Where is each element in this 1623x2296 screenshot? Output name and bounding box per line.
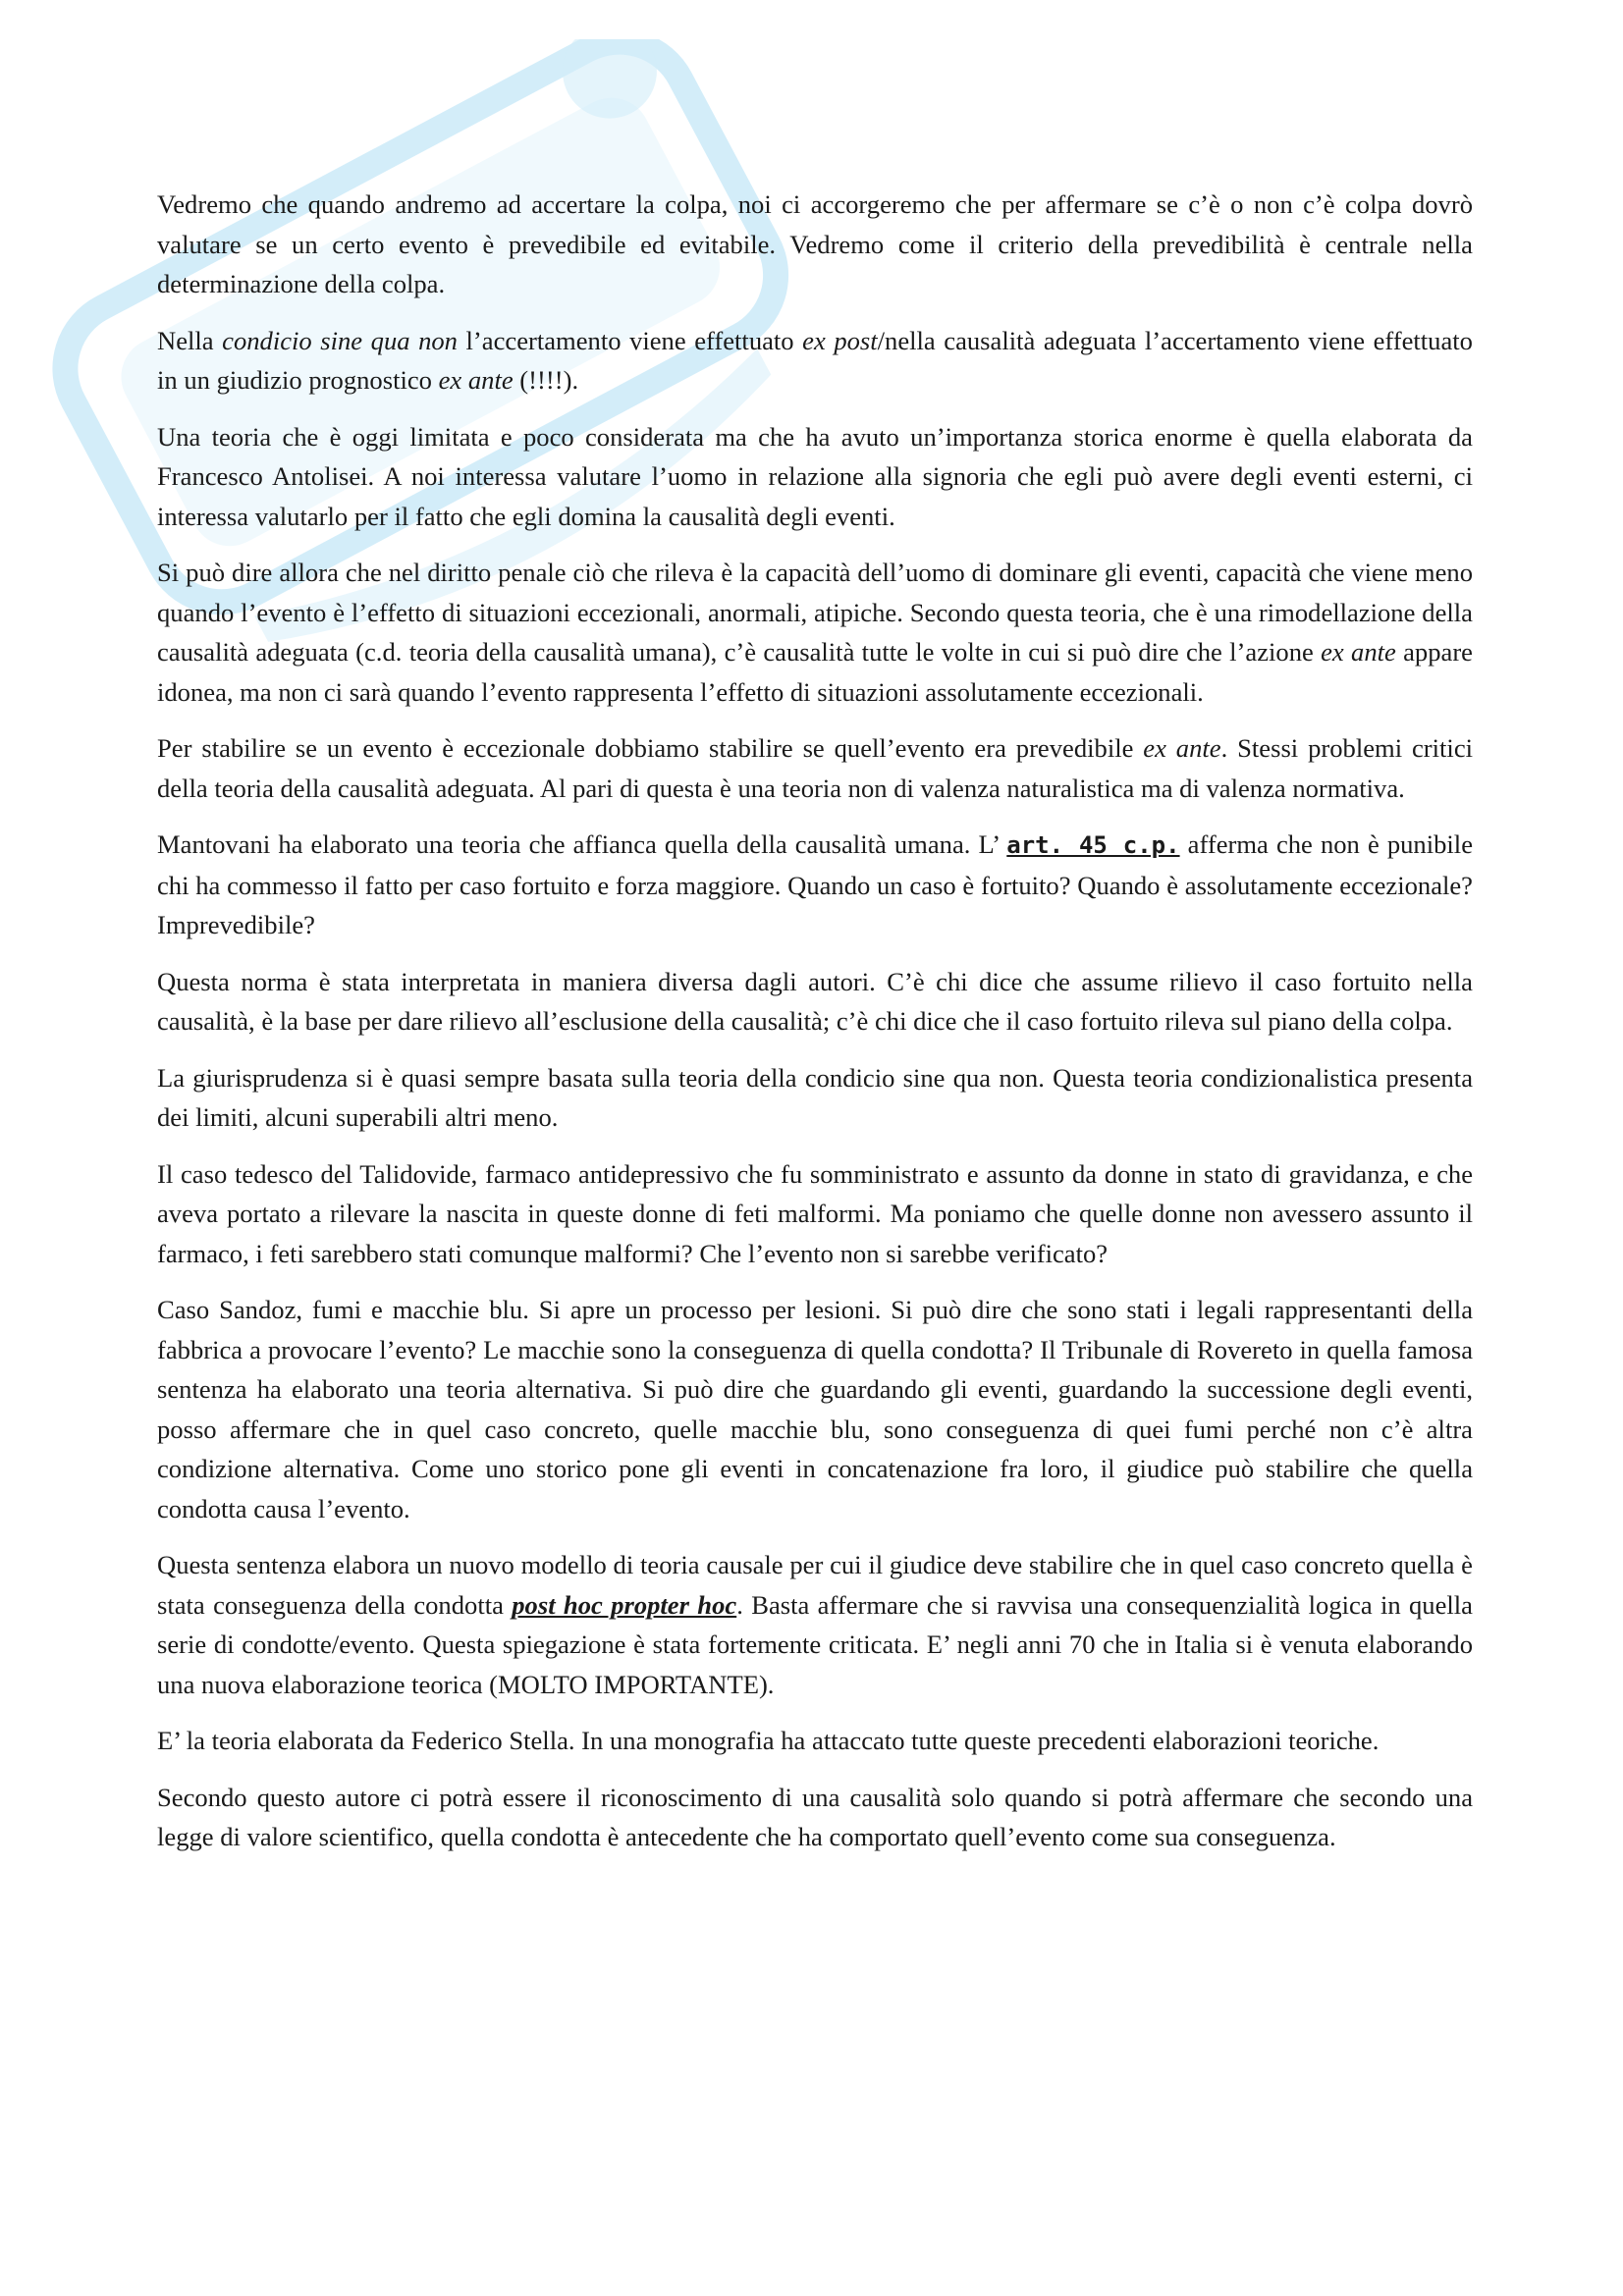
text-segment: Secondo questo autore ci potrà essere il riconoscimento di una causalità solo quando si potrà affermare che secondo una legge di valore scientifico, quella condotta è antecedente che ha comportato quell’evento come sua conseguenza. xyxy=(157,1782,1473,1851)
paragraph-p10 xyxy=(157,1290,1473,1528)
italic-term: condicio sine qua non xyxy=(222,325,458,355)
paragraph-p8 xyxy=(157,1058,1473,1138)
text-segment: Vedremo che quando andremo ad accertare la colpa, noi ci accorgeremo che per affermare se c’è o non c’è colpa dovrò valutare se un certo evento è prevedibile ed evitabile. Vedremo come il criterio della prevedibilità è centrale nella determinazione della colpa. xyxy=(157,189,1473,298)
paragraph-p2 xyxy=(157,321,1473,400)
latin-phrase-link[interactable]: post hoc propter hoc xyxy=(512,1589,737,1620)
paragraph-p5 xyxy=(157,728,1473,808)
paragraph-p9 xyxy=(157,1154,1473,1274)
text-segment: Nella xyxy=(157,325,223,355)
text-segment: La giurisprudenza si è quasi sempre basata sulla teoria della condicio sine qua non. Questa teoria condizionalistica presenta dei limiti, alcuni superabili altri meno. xyxy=(157,1062,1473,1132)
document-page xyxy=(157,185,1473,1874)
paragraph-p7 xyxy=(157,962,1473,1041)
text-segment: E’ la teoria elaborata da Federico Stella. In una monografia ha attaccato tutte queste precedenti elaborazioni teoriche. xyxy=(157,1726,1380,1755)
paragraph-p4 xyxy=(157,553,1473,712)
law-reference-link[interactable]: art. 45 c.p. xyxy=(1006,831,1180,859)
italic-term: ex ante xyxy=(438,365,514,395)
italic-term: ex ante xyxy=(1321,637,1396,667)
text-segment: Per stabilire se un evento è eccezionale dobbiamo stabilire se quell’evento era prevedibile xyxy=(157,733,1144,763)
paragraph-p3 xyxy=(157,417,1473,537)
text-segment: appare idonea, ma non ci sarà quando l’evento rappresenta l’effetto di situazioni assolutamente eccezionali. xyxy=(157,637,1473,707)
text-segment: afferma che non è punibile chi ha commesso il fatto per caso fortuito e forza maggiore. Quando un caso è fortuito? Quando è assolutamente eccezionale? Imprevedibile? xyxy=(157,829,1473,939)
text-segment: Caso Sandoz, fumi e macchie blu. Si apre un processo per lesioni. Si può dire che sono stati i legali rappresentanti della fabbrica a provocare l’evento? Le macchie sono la conseguenza di quella condotta? Il Tribunale di Rovereto in quella famosa sentenza ha elaborato una teoria alternativa. Si può dire che guardando gli eventi, guardando la successione degli eventi, posso affermare che in quel caso concreto, quelle macchie blu, sono conseguenza di quei fumi perché non c’è altra condizione alternativa. Come uno storico pone gli eventi in concatenazione fra loro, il giudice può stabilire che quella condotta causa l’evento. xyxy=(157,1295,1473,1523)
text-segment: Si può dire allora che nel diritto penale ciò che rileva è la capacità dell’uomo di dominare gli eventi, capacità che viene meno quando l’evento è l’effetto di situazioni eccezionali, anormali, atipiche. Secondo questa teoria, che è una rimodellazione della causalità adeguata (c.d. teoria della causalità umana), c’è causalità tutte le volte in cui si può dire che l’azione xyxy=(157,558,1473,667)
text-segment: Mantovani ha elaborato una teoria che affianca quella della causalità umana. L’ xyxy=(157,829,1007,859)
text-segment: Il caso tedesco del Talidovide, farmaco antidepressivo che fu somministrato e assunto da donne in stato di gravidanza, e che aveva portato a rilevare la nascita in queste donne di feti malformi. Ma poniamo che quelle donne non avessero assunto il farmaco, i feti sarebbero stati comunque malformi? Che l’evento non si sarebbe verificato? xyxy=(157,1158,1473,1268)
text-segment: l’accertamento viene effettuato xyxy=(457,325,803,355)
text-segment: Una teoria che è oggi limitata e poco considerata ma che ha avuto un’importanza storica enorme è quella elaborata da Francesco Antolisei. A noi interessa valutare l’uomo in relazione alla signoria che egli può avere degli eventi esterni, ci interessa valutarlo per il fatto che egli domina la causalità degli eventi. xyxy=(157,421,1473,531)
text-segment: Questa sentenza elabora un nuovo modello di teoria causale per cui il giudice deve stabilire che in quel caso concreto quella è stata conseguenza della condotta xyxy=(157,1550,1473,1620)
paragraph-p11 xyxy=(157,1545,1473,1704)
italic-term: ex post xyxy=(802,325,878,355)
text-segment: Questa norma è stata interpretata in maniera diversa dagli autori. C’è chi dice che assume rilievo il caso fortuito nella causalità, è la base per dare rilievo all’esclusione della causalità; c’è chi dice che il caso fortuito rileva sul piano della colpa. xyxy=(157,966,1473,1036)
paragraph-p12 xyxy=(157,1721,1473,1761)
paragraph-p1 xyxy=(157,185,1473,304)
text-segment: (!!!!). xyxy=(513,365,579,395)
paragraph-p13 xyxy=(157,1778,1473,1857)
text-segment: . Stessi problemi critici della teoria della causalità adeguata. Al pari di questa è una teoria non di valenza naturalistica ma di valenza normativa. xyxy=(157,733,1474,803)
text-segment: . Basta affermare che si ravvisa una consequenzialità logica in quella serie di condotte/evento. Questa spiegazione è stata fortemente criticata. E’ negli anni 70 che in Italia si è venuta elaborando una nuova elaborazione teorica (MOLTO IMPORTANTE). xyxy=(157,1589,1473,1699)
text-segment: /nella causalità adeguata l’accertamento viene effettuato in un giudizio prognostico xyxy=(157,325,1473,395)
paragraph-p6 xyxy=(157,825,1473,945)
italic-term: ex ante xyxy=(1143,733,1221,763)
